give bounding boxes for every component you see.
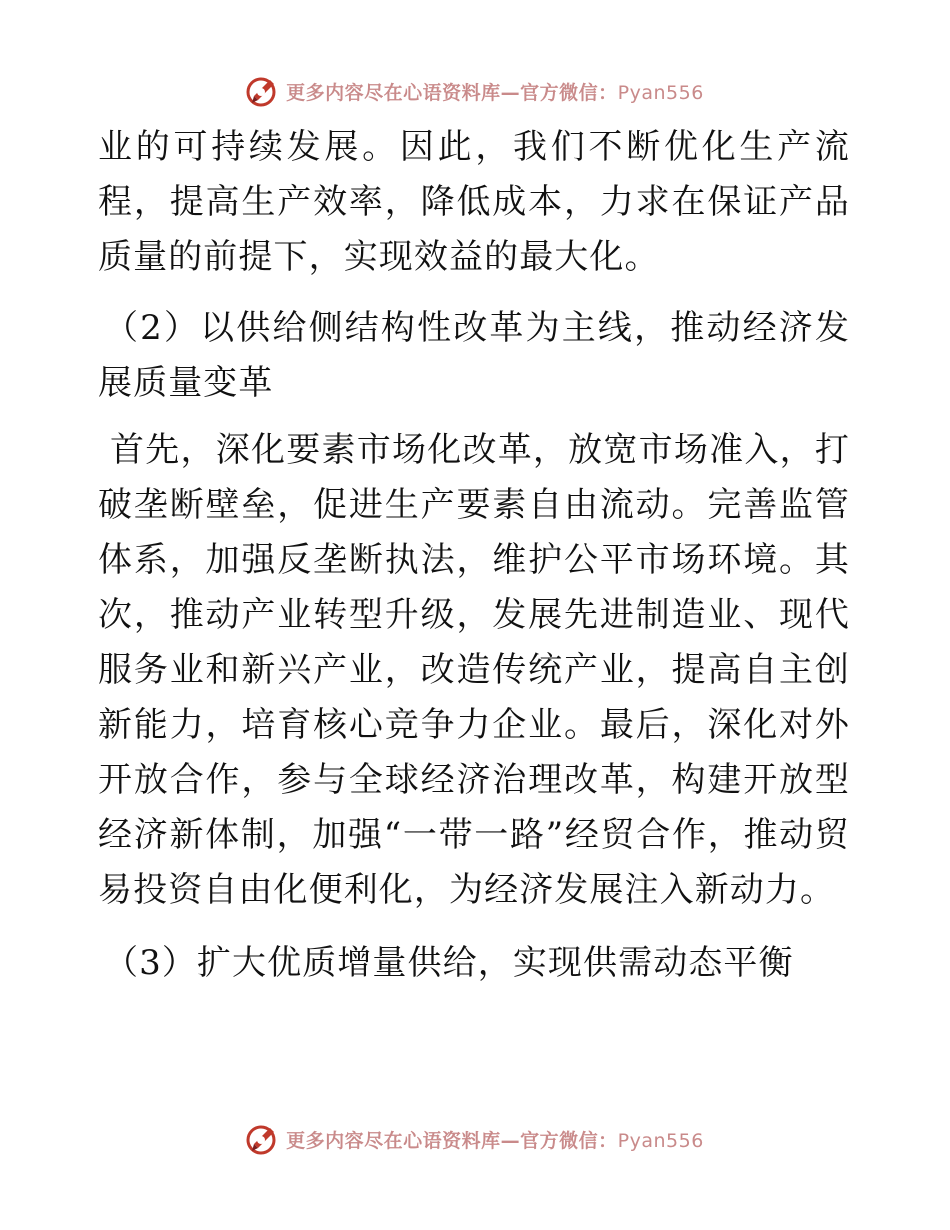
watermark-handle: Pyan556 bbox=[617, 81, 704, 104]
watermark-caption: 更多内容尽在心语资料库—官方微信： bbox=[286, 81, 618, 104]
red-pen-logo-icon bbox=[246, 1122, 280, 1156]
watermark-caption: 更多内容尽在心语资料库—官方微信： bbox=[286, 1129, 618, 1152]
paragraph-intro: 业的可持续发展。因此，我们不断优化生产流程，提高生产效率，降低成本，力求在保证产品质量的前提下，实现效益的最大化。 bbox=[98, 127, 850, 277]
section-heading-3-text: （3）扩大优质增量供给，实现供需动态平衡 bbox=[104, 943, 794, 983]
document-body bbox=[98, 120, 850, 991]
red-pen-logo-icon bbox=[246, 74, 280, 108]
section-heading-2-text: （2）以供给侧结构性改革为主线，推动经济发展质量变革 bbox=[98, 308, 850, 403]
paragraph-supply-side-reform: 首先，深化要素市场化改革，放宽市场准入，打破垄断壁垒，促进生产要素自由流动。完善监管体系，加强反垄断执法，维护公平市场环境。其次，推动产业转型升级，发展先进制造业、现代服务业和新兴产业，改造传统产业，提高自主创新能力，培育核心竞争力企业。最后，深化对外开放合作，参与全球经济治理改革，构建开放型经济新体制，加强“一带一路”经贸合作，推动贸易投资自由化便利化，为经济发展注入新动力。 bbox=[98, 430, 850, 910]
watermark-text bbox=[286, 1126, 704, 1153]
watermark-header bbox=[0, 71, 950, 111]
section-heading-2 bbox=[98, 301, 850, 411]
watermark-text bbox=[286, 78, 704, 105]
watermark-footer bbox=[0, 1119, 950, 1159]
watermark-handle: Pyan556 bbox=[617, 1129, 704, 1152]
section-heading-3 bbox=[98, 936, 850, 991]
